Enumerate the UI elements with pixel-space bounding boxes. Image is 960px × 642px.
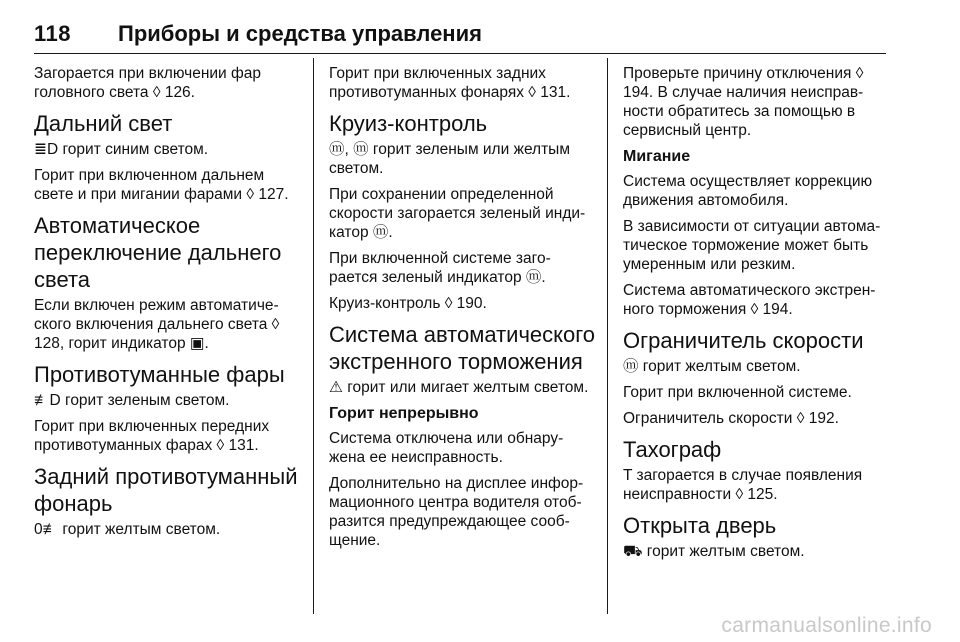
column-2 bbox=[329, 64, 601, 557]
cruise-heading: Круиз-контроль bbox=[329, 111, 488, 136]
aeb-flashing-text-3: Система автоматического экстрен- ного торможения ◊ 194. bbox=[623, 282, 876, 318]
cruise-text-1: При сохранении определенной скорости загорается зеленый инди- катор ⓜ. bbox=[329, 186, 586, 241]
column-divider bbox=[313, 58, 314, 614]
cruise-indicator-line: ⓜ, ⓜ горит зеленым или желтым светом. bbox=[329, 141, 570, 177]
speed-limiter-text-1: Горит при включенной системе. bbox=[623, 384, 852, 401]
column-1 bbox=[34, 64, 306, 546]
column-divider bbox=[607, 58, 608, 614]
aeb-flashing-text-2: В зависимости от ситуации автома- тическое торможение может быть умеренным или резким. bbox=[623, 218, 881, 273]
front-fog-indicator-line: ≢D горит зеленым светом. bbox=[34, 392, 230, 409]
aeb-heading: Система автоматического экстренного торможения bbox=[329, 322, 596, 374]
door-open-heading: Открыта дверь bbox=[623, 513, 777, 538]
high-beam-heading: Дальний свет bbox=[34, 111, 173, 136]
front-fog-text: Горит при включенных передних противотуманных фарах ◊ 131. bbox=[34, 418, 270, 454]
intro-text: Загорается при включении фар головного света ◊ 126. bbox=[34, 65, 262, 101]
speed-limiter-indicator-line: ⓜ горит желтым светом. bbox=[623, 358, 801, 375]
aeb-text-1: Система отключена или обнару- жена ее неисправность. bbox=[329, 430, 564, 466]
column-3 bbox=[623, 64, 895, 568]
rear-fog-indicator-line: 0≢ горит желтым светом. bbox=[34, 521, 221, 538]
door-open-indicator-line: ⛟ горит желтым светом. bbox=[623, 543, 805, 560]
page-header bbox=[34, 21, 886, 54]
speed-limiter-heading: Ограничитель скорости bbox=[623, 328, 864, 353]
aeb-steady-heading: Горит непрерывно bbox=[329, 405, 479, 422]
page-number: 118 bbox=[34, 21, 71, 46]
high-beam-text: Горит при включенном дальнем свете и при мигании фарами ◊ 127. bbox=[34, 167, 289, 203]
aeb-text-2: Дополнительно на дисплее инфор- мационного центра водителя отоб- разится предупреждающее сооб- щение. bbox=[329, 475, 584, 549]
cruise-text-2: При включенной системе заго- рается зеленый индикатор ⓜ. bbox=[329, 250, 551, 286]
tachograph-text: T загорается в случае появления неисправности ◊ 125. bbox=[623, 467, 863, 503]
aeb-flashing-text-1: Система осуществляет коррекцию движения автомобиля. bbox=[623, 173, 873, 209]
rear-fog-text: Горит при включенных задних противотуманных фонарях ◊ 131. bbox=[329, 65, 571, 101]
page-title: Приборы и средства управления bbox=[118, 21, 482, 46]
auto-high-beam-text: Если включен режим автоматиче- ского включения дальнего света ◊ 128, горит индикатор ▣. bbox=[34, 297, 280, 352]
high-beam-indicator-line: ≣D горит синим светом. bbox=[34, 141, 209, 158]
aeb-indicator-line: ⚠ горит или мигает желтым светом. bbox=[329, 379, 589, 396]
auto-high-beam-heading: Автоматическое переключение дальнего света bbox=[34, 213, 282, 292]
aeb-continued-text: Проверьте причину отключения ◊ 194. В случае наличия неисправ- ности обратитесь за помощью в сервисный центр. bbox=[623, 65, 864, 139]
cruise-text-3: Круиз-контроль ◊ 190. bbox=[329, 295, 487, 312]
tachograph-heading: Тахограф bbox=[623, 437, 722, 462]
rear-fog-heading: Задний противотуманный фонарь bbox=[34, 464, 298, 516]
watermark: carmanualsonline.info bbox=[721, 614, 932, 637]
front-fog-heading: Противотуманные фары bbox=[34, 362, 285, 387]
speed-limiter-text-2: Ограничитель скорости ◊ 192. bbox=[623, 410, 839, 427]
aeb-flashing-heading: Мигание bbox=[623, 148, 691, 165]
